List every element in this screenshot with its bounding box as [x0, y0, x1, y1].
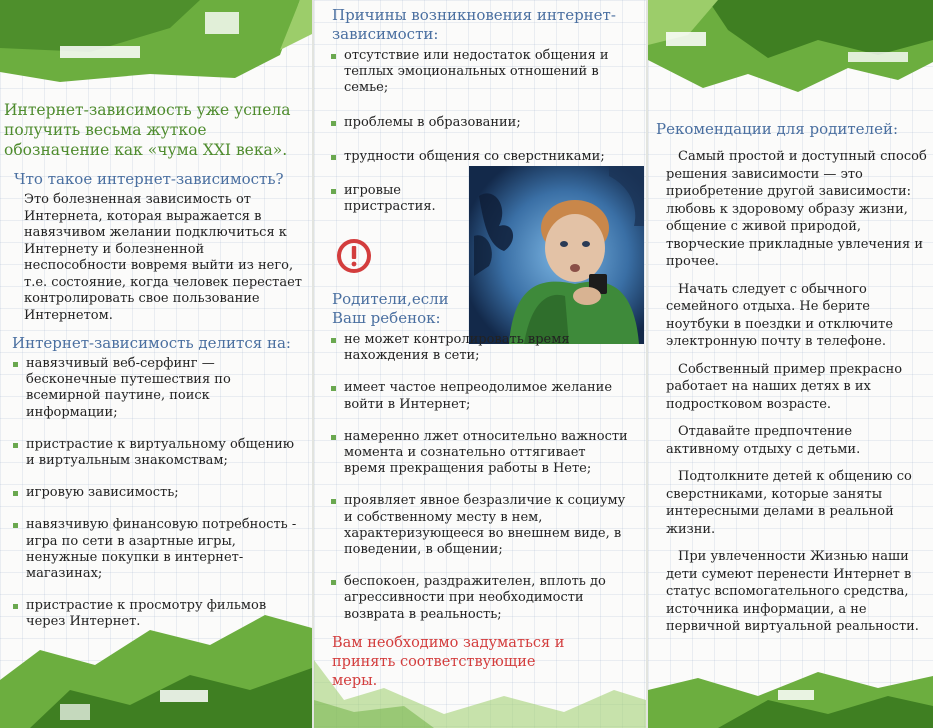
paragraph: Подтолкните детей к общению со сверстниками, которые заняты интересными делами в реальной жизни. — [666, 469, 912, 537]
paragraph: Отдавайте предпочтение активному отдыху с детьми. — [666, 424, 861, 457]
paragraph: Начать следует с обычного семейного отдыха. Не берите ноутбуки в поездки и отключите электронную почту в телефоне. — [666, 281, 894, 349]
list-item: пристрастие к виртуальному общению и виртуальным знакомствам; — [12, 437, 304, 469]
recommendations-text — [666, 148, 928, 636]
what-text: Это болезненная зависимость от Интернета, которая выражается в навязчивом желании подключиться к Интернету и болезненной неспособности вовремя выйти из него, т.е. состояние, когда человек перестает контролировать свое пользование Интернетом. — [24, 192, 302, 323]
parents-heading: Родители,если Ваш ребенок: — [332, 290, 449, 327]
child-photo — [469, 166, 644, 344]
list-item: трудности общения со сверстниками; — [330, 149, 628, 165]
list-item: игровую зависимость; — [12, 485, 304, 501]
list-item: имеет частое непреодолимое желание войти в Интернет; — [330, 380, 628, 412]
types-heading: Интернет-зависимость делится на: — [12, 334, 291, 352]
list-item: пристрастие к просмотру фильмов через Интернет. — [12, 598, 304, 630]
intro-text: Интернет-зависимость уже успела получить весьма жуткое обозначение как «чума XXI века». — [4, 101, 291, 159]
left-panel — [0, 0, 312, 728]
types-list — [12, 356, 304, 631]
paragraph: Собственный пример прекрасно работает на наших детях в их подростковом возрасте. — [666, 361, 903, 412]
exclamation-circle-icon — [336, 238, 372, 274]
list-item: не может контролировать время нахождения в сети; — [330, 332, 589, 364]
what-heading: Что такое интернет-зависимость? — [14, 170, 284, 188]
conclusion-text: Вам необходимо задуматься и принять соответствующие меры. — [332, 635, 565, 689]
right-panel — [648, 0, 933, 728]
paragraph: Самый простой и доступный способ решения зависимости — это приобретение другой зависимости: любовь к здоровому образу жизни, общение с живой природой, творческие прикладные увлечения и прочее. — [666, 149, 927, 269]
causes-heading: Причины возникновения интернет-зависимости: — [332, 6, 616, 43]
list-item: навязчивую финансовую потребность - игра по сети в азартные игры, ненужные покупки в интернет-магазинах; — [12, 517, 304, 582]
list-item: намеренно лжет относительно важности момента и сознательно оттягивает время прекращения работы в Нете; — [330, 429, 628, 478]
middle-panel — [314, 0, 646, 728]
fold-line — [312, 0, 314, 728]
list-item: отсутствие или недостаток общения и теплых эмоциональных отношений в семье; — [330, 48, 628, 97]
fold-line — [646, 0, 648, 728]
list-item: беспокоен, раздражителен, вплоть до агрессивности при необходимости возврата в реальность; — [330, 574, 628, 623]
list-item: проблемы в образовании; — [330, 115, 628, 131]
list-item: проявляет явное безразличие к социуму и собственному месту в нем, характеризующееся во внешнем виде, в поведении, в общении; — [330, 493, 628, 558]
list-item: навязчивый веб-серфинг — бесконечные путешествия по всемирной паутине, поиск информации; — [12, 356, 304, 421]
paragraph: При увлеченности Жизнью наши дети сумеют перенести Интернет в статус вспомогательного средства, источника информации, а не первичной виртуальной реальности. — [666, 549, 919, 634]
signs-list — [330, 332, 628, 623]
list-item: игровые пристрастия. — [330, 183, 454, 215]
recommendations-heading: Рекомендации для родителей: — [656, 120, 898, 138]
